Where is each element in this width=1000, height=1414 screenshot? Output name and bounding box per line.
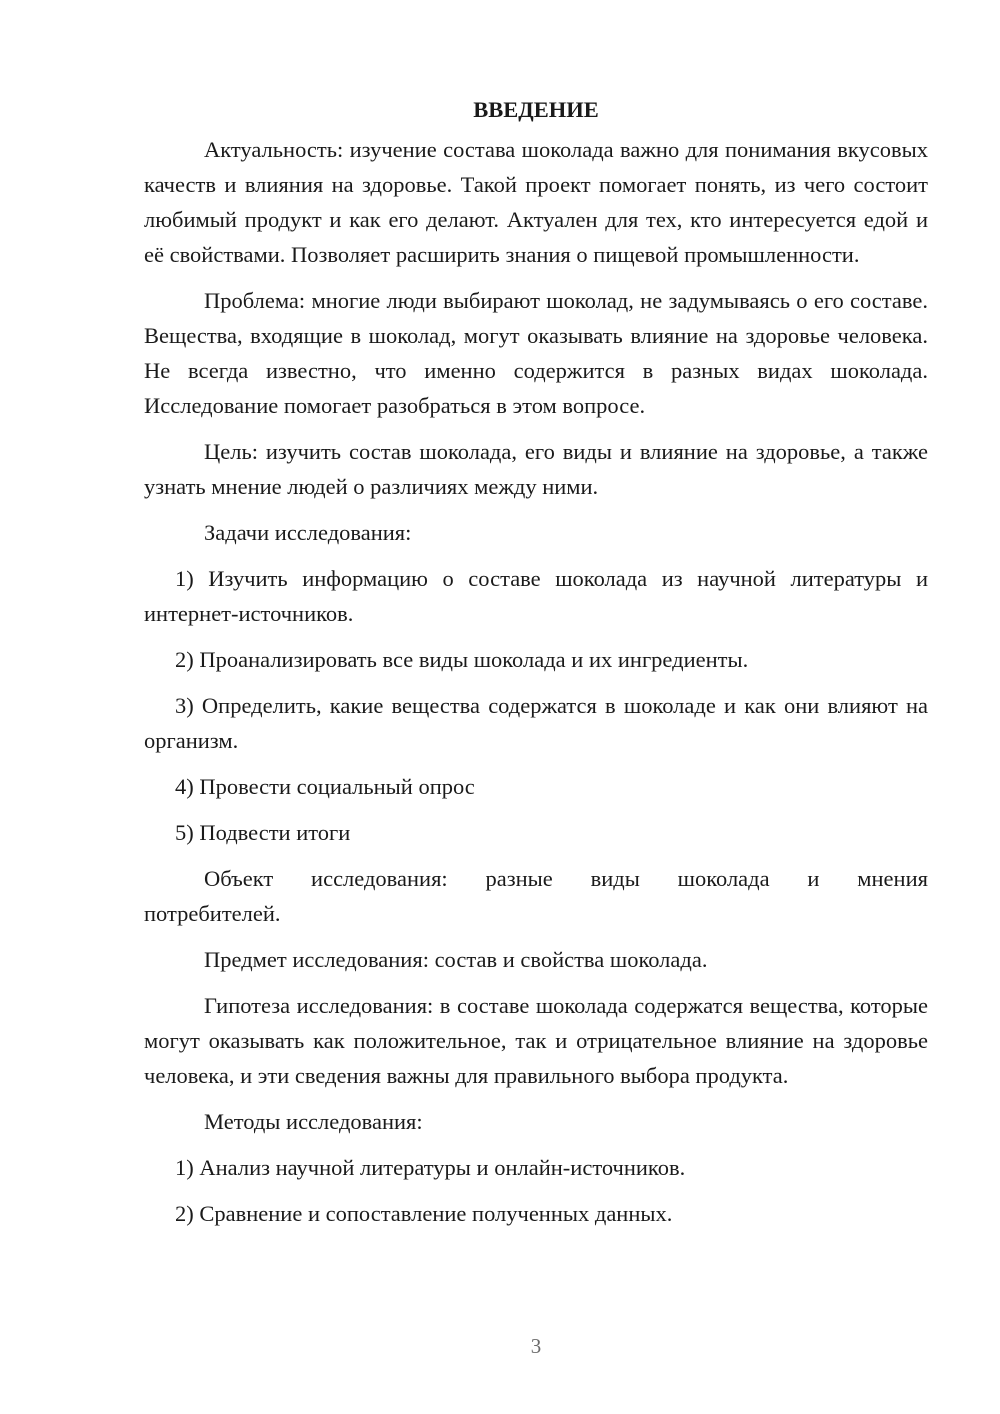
goal-paragraph: Цель: изучить состав шоколада, его виды и влияние на здоровье, а также узнать мнение людей о различиях между ними. [144,439,928,499]
hypothesis-paragraph: Гипотеза исследования: в составе шоколада содержатся вещества, которые могут оказывать как положительное, так и отрицательное влияние на здоровье человека, и эти сведения важны для правильного выбора продукта. [144,993,928,1088]
task-item: 2) Проанализировать все виды шоколада и их ингредиенты. [175,647,749,672]
task-item: 5) Подвести итоги [175,820,351,845]
task-item: 3) Определить, какие вещества содержатся в шоколаде и как они влияют на организм. [144,693,928,753]
object-word: исследования: [311,866,448,891]
object-first-line [144,861,928,896]
object-word: виды [590,866,640,891]
subject-paragraph: Предмет исследования: состав и свойства шоколада. [204,947,708,972]
object-continuation: потребителей. [144,901,281,926]
task-item: 1) Изучить информацию о составе шоколада из научной литературы и интернет-источников. [144,566,928,626]
methods-heading: Методы исследования: [204,1109,423,1134]
method-item: 2) Сравнение и сопоставление полученных данных. [175,1201,673,1226]
relevance-paragraph: Актуальность: изучение состава шоколада важно для понимания вкусовых качеств и влияния на здоровье. Такой проект помогает понять, из чего состоит любимый продукт и как его делают. Актуален для тех, кто интересуется едой и её свойствами. Позволяет расширить знания о пищевой промышленности. [144,137,928,267]
object-word: Объект [204,866,274,891]
problem-paragraph: Проблема: многие люди выбирают шоколад, не задумываясь о его составе. Вещества, входящие в шоколад, могут оказывать влияние на здоровье человека. Не всегда известно, что именно содержится в разных видах шоколада. Исследование помогает разобраться в этом вопросе. [144,288,928,418]
tasks-heading: Задачи исследования: [204,520,412,545]
method-item: 1) Анализ научной литературы и онлайн-источников. [175,1155,686,1180]
page-number: 3 [530,1334,542,1358]
object-word: и [807,866,820,891]
object-paragraph [144,861,928,931]
task-item: 4) Провести социальный опрос [175,774,475,799]
object-word: мнения [857,866,928,891]
object-word: шоколада [677,866,770,891]
section-title: ВВЕДЕНИЕ [473,97,599,122]
page-content [144,92,928,1242]
object-word: разные [485,866,553,891]
